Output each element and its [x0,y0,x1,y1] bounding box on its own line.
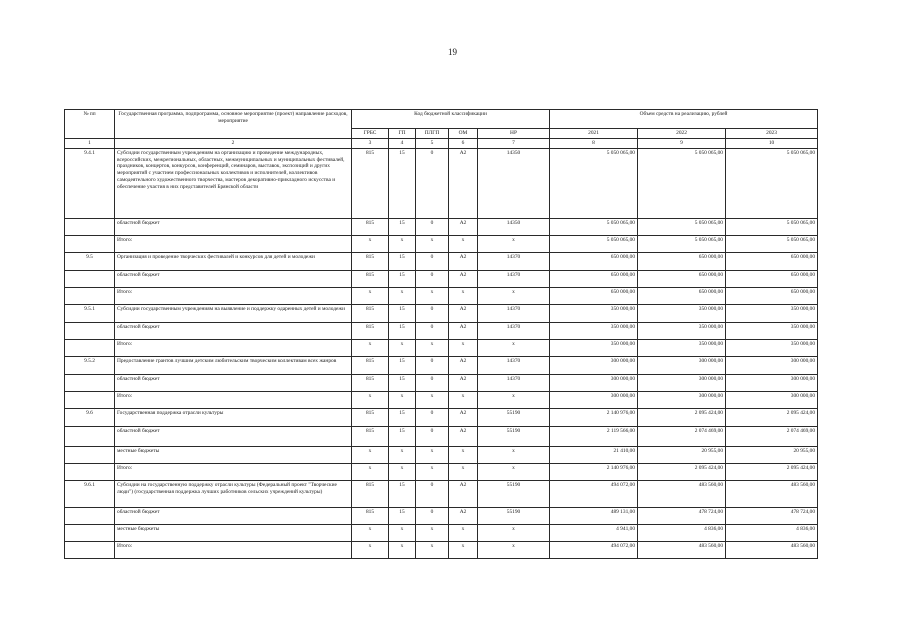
index-cell: 2 [115,139,352,149]
header-grbs: ГРБС [352,129,389,139]
row-amount-2023: 4 836,00 [726,524,818,541]
row-amount-2021: 350 000,00 [550,322,638,339]
row-grbs: х [352,287,389,304]
row-number: 9.6.1 [65,480,115,507]
row-amount-2022: 483 560,00 [638,480,726,507]
row-gp: х [389,391,416,408]
row-amount-2021: 350 000,00 [550,339,638,356]
row-number: 9.4.1 [65,148,115,218]
row-om: х [449,235,478,252]
row-amount-2021: 2 140 976,00 [550,463,638,480]
table-row [65,148,818,218]
row-number [65,446,115,463]
row-nr: х [478,541,550,558]
row-number [65,374,115,391]
row-amount-2022: 4 836,00 [638,524,726,541]
row-amount-2022: 300 000,00 [638,356,726,374]
row-nr: 14370 [478,322,550,339]
row-name: областной бюджет [115,374,352,391]
row-plgp: х [416,391,449,408]
row-amount-2021: 650 000,00 [550,270,638,287]
row-gp: 15 [389,270,416,287]
row-number [65,339,115,356]
row-name: областной бюджет [115,218,352,235]
row-gp: 15 [389,426,416,446]
row-amount-2022: 478 724,00 [638,507,726,524]
row-number [65,322,115,339]
index-cell: 6 [449,139,478,149]
header-row-top [65,110,818,129]
row-name: Итого: [115,287,352,304]
row-om: А2 [449,507,478,524]
row-nr: 14370 [478,252,550,270]
row-amount-2023: 350 000,00 [726,304,818,322]
row-plgp: 0 [416,148,449,218]
row-amount-2021: 5 050 065,00 [550,235,638,252]
table-row [65,322,818,339]
row-name: Итого: [115,339,352,356]
row-gp: х [389,541,416,558]
row-amount-2022: 483 560,00 [638,541,726,558]
row-grbs: 815 [352,270,389,287]
header-col-code: Код бюджетной классификации [352,110,550,129]
table-row [65,541,818,558]
row-name: Субсидии на государственную поддержку отрасли культуры (Федеральный проект "Творческие люди") (государственная поддержка лучших работников сельских учреждений культуры) [115,480,352,507]
row-amount-2022: 300 000,00 [638,374,726,391]
row-gp: 15 [389,148,416,218]
row-amount-2021: 5 050 065,00 [550,218,638,235]
row-amount-2023: 2 095 424,00 [726,463,818,480]
row-number: 9.5.1 [65,304,115,322]
row-nr: 14350 [478,148,550,218]
table-row [65,252,818,270]
row-om: х [449,287,478,304]
row-amount-2022: 2 095 424,00 [638,408,726,426]
row-nr: 55190 [478,507,550,524]
row-name: областной бюджет [115,270,352,287]
row-grbs: 815 [352,374,389,391]
row-om: А2 [449,304,478,322]
row-name: Итого: [115,391,352,408]
row-om: х [449,339,478,356]
row-amount-2022: 350 000,00 [638,304,726,322]
table-row [65,480,818,507]
header-gp: ГП [389,129,416,139]
index-cell: 9 [638,139,726,149]
table-row [65,408,818,426]
row-plgp: 0 [416,270,449,287]
row-amount-2021: 650 000,00 [550,287,638,304]
row-nr: х [478,287,550,304]
row-number [65,270,115,287]
row-number: 9.6 [65,408,115,426]
row-plgp: х [416,446,449,463]
row-number [65,507,115,524]
row-gp: 15 [389,408,416,426]
row-amount-2023: 483 560,00 [726,480,818,507]
row-amount-2023: 483 560,00 [726,541,818,558]
row-plgp: х [416,339,449,356]
row-plgp: х [416,235,449,252]
header-col-amount: Объем средств на реализацию, рублей [550,110,818,129]
row-plgp: 0 [416,322,449,339]
row-amount-2022: 650 000,00 [638,252,726,270]
row-amount-2021: 650 000,00 [550,252,638,270]
row-nr: 55190 [478,408,550,426]
row-name: Итого: [115,235,352,252]
row-grbs: 815 [352,252,389,270]
header-col-num: № пп [65,110,115,139]
index-cell: 4 [389,139,416,149]
row-name: Субсидии государственным учреждениям на организацию и проведение международных, всероссийских, межрегиональных, областных, межмуниципальных и муниципальных фестивалей, праздников, концертов, конкурсов, конференций, семинаров, выставок, экспозиций и других мероприятий с участием профессиональных коллективов и исполнителей, коллективов самодеятельного художественного творчества, мастеров декоративно-прикладного искусства и обеспечение участия в них представителей Брянской области [115,148,352,218]
row-nr: 14370 [478,304,550,322]
header-2022: 2022 [638,129,726,139]
row-amount-2022: 650 000,00 [638,270,726,287]
row-gp: 15 [389,322,416,339]
row-om: А2 [449,252,478,270]
row-amount-2022: 2 095 424,00 [638,463,726,480]
row-number [65,235,115,252]
table-row [65,374,818,391]
row-grbs: 815 [352,356,389,374]
row-gp: 15 [389,252,416,270]
table-row [65,339,818,356]
table-row [65,270,818,287]
table-row [65,426,818,446]
row-grbs: х [352,391,389,408]
table-row [65,304,818,322]
row-om: А2 [449,322,478,339]
row-gp: х [389,446,416,463]
row-nr: х [478,339,550,356]
row-nr: 55190 [478,480,550,507]
row-gp: х [389,287,416,304]
row-grbs: 815 [352,322,389,339]
row-grbs: 815 [352,408,389,426]
row-om: х [449,541,478,558]
header-om: ОМ [449,129,478,139]
row-grbs: 815 [352,480,389,507]
row-nr: х [478,391,550,408]
row-grbs: 815 [352,218,389,235]
row-amount-2021: 4 941,00 [550,524,638,541]
row-amount-2023: 650 000,00 [726,252,818,270]
row-amount-2023: 5 050 065,00 [726,148,818,218]
row-nr: 55190 [478,426,550,446]
row-gp: 15 [389,480,416,507]
row-amount-2021: 300 000,00 [550,391,638,408]
row-name: Организация и проведение творческих фестивалей и конкурсов для детей и молодежи [115,252,352,270]
row-gp: 15 [389,218,416,235]
row-plgp: 0 [416,304,449,322]
row-amount-2022: 5 050 065,00 [638,218,726,235]
row-om: х [449,524,478,541]
row-name: областной бюджет [115,507,352,524]
row-plgp: 0 [416,252,449,270]
row-gp: 15 [389,304,416,322]
index-cell: 1 [65,139,115,149]
row-nr: х [478,235,550,252]
row-grbs: х [352,235,389,252]
table-row [65,507,818,524]
row-grbs: х [352,524,389,541]
header-2021: 2021 [550,129,638,139]
row-amount-2021: 494 072,00 [550,480,638,507]
row-gp: 15 [389,356,416,374]
row-amount-2022: 350 000,00 [638,339,726,356]
row-amount-2022: 350 000,00 [638,322,726,339]
row-nr: 14370 [478,270,550,287]
row-gp: 15 [389,374,416,391]
index-cell: 10 [726,139,818,149]
row-nr: 14370 [478,356,550,374]
table-row [65,391,818,408]
row-amount-2023: 2 074 469,00 [726,426,818,446]
row-amount-2022: 300 000,00 [638,391,726,408]
row-plgp: х [416,287,449,304]
row-plgp: 0 [416,480,449,507]
table-row [65,235,818,252]
row-plgp: 0 [416,426,449,446]
row-nr: 14350 [478,218,550,235]
row-name: Предоставление грантов лучшим детским любительским творческим коллективам всех жанров [115,356,352,374]
row-amount-2023: 5 050 065,00 [726,218,818,235]
row-number [65,287,115,304]
row-plgp: 0 [416,408,449,426]
row-name: областной бюджет [115,322,352,339]
row-name: Итого: [115,541,352,558]
row-grbs: х [352,541,389,558]
row-amount-2022: 5 050 065,00 [638,148,726,218]
row-grbs: х [352,463,389,480]
row-amount-2022: 20 955,00 [638,446,726,463]
row-grbs: 815 [352,426,389,446]
table-row [65,446,818,463]
row-amount-2021: 2 140 976,00 [550,408,638,426]
row-om: А2 [449,480,478,507]
header-nr: НР [478,129,550,139]
row-amount-2023: 300 000,00 [726,356,818,374]
row-amount-2023: 350 000,00 [726,339,818,356]
row-amount-2021: 350 000,00 [550,304,638,322]
row-nr: х [478,446,550,463]
header-col-name: Государственная программа, подпрограмма, основное мероприятие (проект) направление расходов, мероприятие [115,110,352,139]
row-gp: х [389,235,416,252]
row-number [65,463,115,480]
row-amount-2022: 650 000,00 [638,287,726,304]
header-index-row [65,139,818,149]
row-name: Итого: [115,463,352,480]
row-amount-2023: 300 000,00 [726,391,818,408]
row-om: А2 [449,426,478,446]
row-number [65,391,115,408]
index-cell: 3 [352,139,389,149]
row-amount-2023: 650 000,00 [726,287,818,304]
row-grbs: х [352,339,389,356]
row-om: А2 [449,270,478,287]
row-plgp: 0 [416,218,449,235]
row-om: х [449,446,478,463]
row-plgp: 0 [416,356,449,374]
index-cell: 5 [416,139,449,149]
page-number: 19 [448,47,457,57]
row-amount-2023: 350 000,00 [726,322,818,339]
row-grbs: 815 [352,507,389,524]
row-amount-2021: 300 000,00 [550,374,638,391]
row-plgp: х [416,541,449,558]
row-number [65,426,115,446]
row-amount-2021: 300 000,00 [550,356,638,374]
row-number [65,218,115,235]
row-number: 9.5.2 [65,356,115,374]
row-om: А2 [449,408,478,426]
row-gp: х [389,524,416,541]
row-plgp: х [416,463,449,480]
row-nr: х [478,524,550,541]
row-amount-2023: 300 000,00 [726,374,818,391]
row-om: А2 [449,148,478,218]
table-row [65,218,818,235]
index-cell: 8 [550,139,638,149]
row-amount-2023: 2 095 424,00 [726,408,818,426]
row-amount-2023: 20 955,00 [726,446,818,463]
table-row [65,524,818,541]
row-number: 9.5 [65,252,115,270]
row-om: А2 [449,218,478,235]
header-2023: 2023 [726,129,818,139]
row-om: А2 [449,374,478,391]
row-name: местные бюджеты [115,524,352,541]
table-row [65,463,818,480]
row-grbs: 815 [352,304,389,322]
row-gp: 15 [389,507,416,524]
row-gp: х [389,463,416,480]
row-gp: х [389,339,416,356]
row-grbs: х [352,446,389,463]
row-number [65,541,115,558]
row-om: х [449,463,478,480]
row-plgp: 0 [416,507,449,524]
row-name: Субсидии государственным учреждениям на выявление и поддержку одаренных детей и молодежи [115,304,352,322]
row-amount-2021: 494 072,00 [550,541,638,558]
row-amount-2023: 650 000,00 [726,270,818,287]
header-plgp: ПЛГП [416,129,449,139]
table-row [65,356,818,374]
row-name: местные бюджеты [115,446,352,463]
row-amount-2022: 5 050 065,00 [638,235,726,252]
row-amount-2021: 5 050 065,00 [550,148,638,218]
row-plgp: х [416,524,449,541]
budget-table [64,109,818,559]
row-om: А2 [449,356,478,374]
row-name: областной бюджет [115,426,352,446]
row-om: х [449,391,478,408]
row-amount-2021: 21 410,00 [550,446,638,463]
row-nr: 14370 [478,374,550,391]
row-grbs: 815 [352,148,389,218]
row-plgp: 0 [416,374,449,391]
row-name: Государственная поддержка отрасли культуры [115,408,352,426]
index-cell: 7 [478,139,550,149]
row-nr: х [478,463,550,480]
row-number [65,524,115,541]
row-amount-2021: 2 119 566,00 [550,426,638,446]
row-amount-2021: 489 131,00 [550,507,638,524]
row-amount-2023: 5 050 065,00 [726,235,818,252]
table-row [65,287,818,304]
row-amount-2023: 478 724,00 [726,507,818,524]
row-amount-2022: 2 074 469,00 [638,426,726,446]
